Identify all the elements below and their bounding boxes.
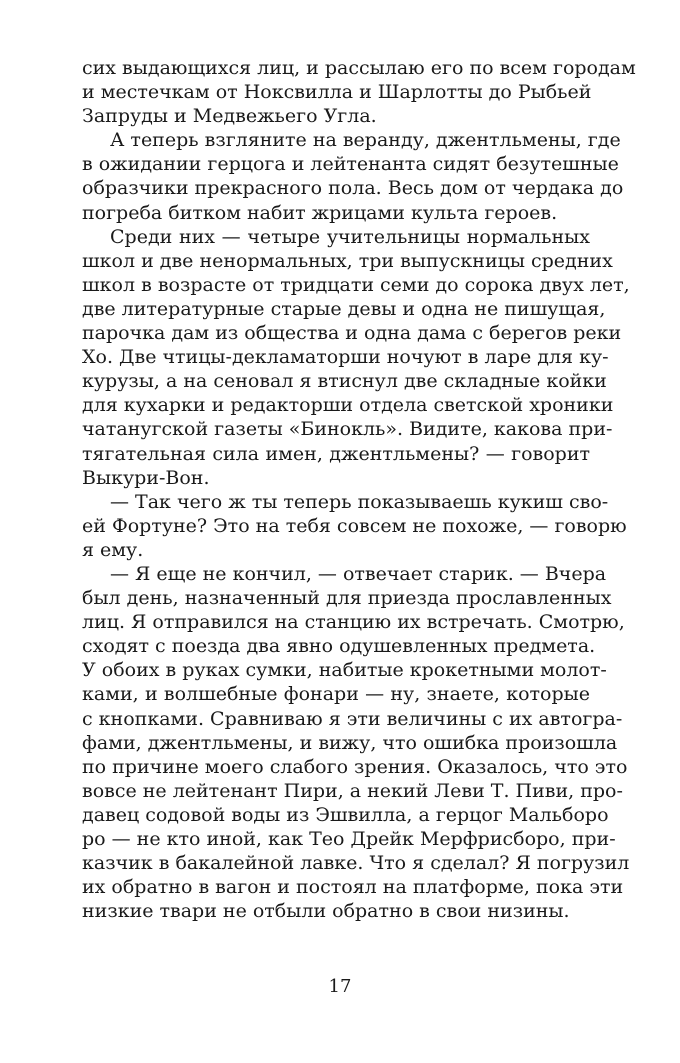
text-line: низкие твари не отбыли обратно в свои низины. [82,900,570,923]
paragraph [82,56,636,128]
text-line: сих выдающихся лиц, и рассылаю его по всем городам [82,57,636,79]
text-line: их обратно в вагон и постоял на платформе, пока эти [82,876,624,899]
text-line: с кнопками. Сравниваю я эти величины с их автогра- [82,707,623,730]
text-line: лиц. Я отправился на станцию их встречать. Смотрю, [82,611,625,634]
text-line: чатанугской газеты «Бинокль». Видите, какова при- [82,418,613,441]
text-line: погреба битком набит жрицами культа героев. [82,201,558,224]
text-line: казчик в бакалейной лавке. Что я сделал? Я погрузил [82,852,630,875]
paragraph [82,128,624,224]
text-line: по причине моего слабого зрения. Оказалось, что это [82,755,628,778]
text-line: Среди них — четыре учительницы нормальных [110,225,590,248]
text-line: в ожидании герцога и лейтенанта сидят безутешные [82,153,619,176]
text-line: парочка дам из общества и одна дама с берегов реки [82,322,622,345]
text-line: А теперь взгляните на веранду, джентльмены, где [110,129,621,152]
text-line: для кухарки и редакторши отдела светской хроники [82,394,614,417]
text-line: был день, назначенный для приезда прославленных [82,587,612,610]
paragraph [82,562,630,923]
paragraph [82,490,627,562]
text-line: тягательная сила имен, джентльмены? — говорит [82,442,590,465]
text-line: вовсе не лейтенант Пири, а некий Леви Т. Пиви, про- [82,779,623,802]
text-line: две литературные старые девы и одна не пишущая, [82,297,606,320]
text-line: У обоих в руках сумки, набитые крокетными молот- [82,659,607,682]
text-line: школ и две ненормальных, три выпускницы средних [82,249,613,272]
text-line: образчики прекрасного пола. Весь дом от чердака до [82,177,624,200]
text-line: ро — не кто иной, как Тео Дрейк Мерфрисборо, при- [82,828,616,850]
page-text [82,56,636,923]
text-line: Запруды и Медвежьего Угла. [82,105,377,128]
text-line: и местечкам от Ноксвилла и Шарлотты до Рыбьей [82,81,592,104]
text-line: сходят с поезда два явно одушевленных предмета. [82,635,596,658]
paragraph [82,225,630,490]
text-line: школ в возрасте от тридцати семи до сорока двух лет, [82,273,630,296]
text-line: ками, и волшебные фонари — ну, знаете, которые [82,683,590,706]
text-line: я ему. [82,538,144,561]
text-line: курузы, а на сеновал я втиснул две складные койки [82,370,607,393]
page-number: 17 [328,976,352,997]
text-line: давец содовой воды из Эшвилла, а герцог Мальборо [82,803,609,826]
text-line: — Я еще не кончил, — отвечает старик. — Вчера [110,562,607,585]
text-line: — Так чего ж ты теперь показываешь кукиш сво- [110,490,609,513]
text-line: фами, джентльмены, и вижу, что ошибка произошла [82,731,618,754]
text-line: Хо. Две чтицы-декламаторши ночуют в ларе для ку- [82,346,609,369]
text-line: Выкури-Вон. [82,466,210,489]
text-line: ей Фортуне? Это на тебя совсем не похоже, — говорю [82,514,627,537]
